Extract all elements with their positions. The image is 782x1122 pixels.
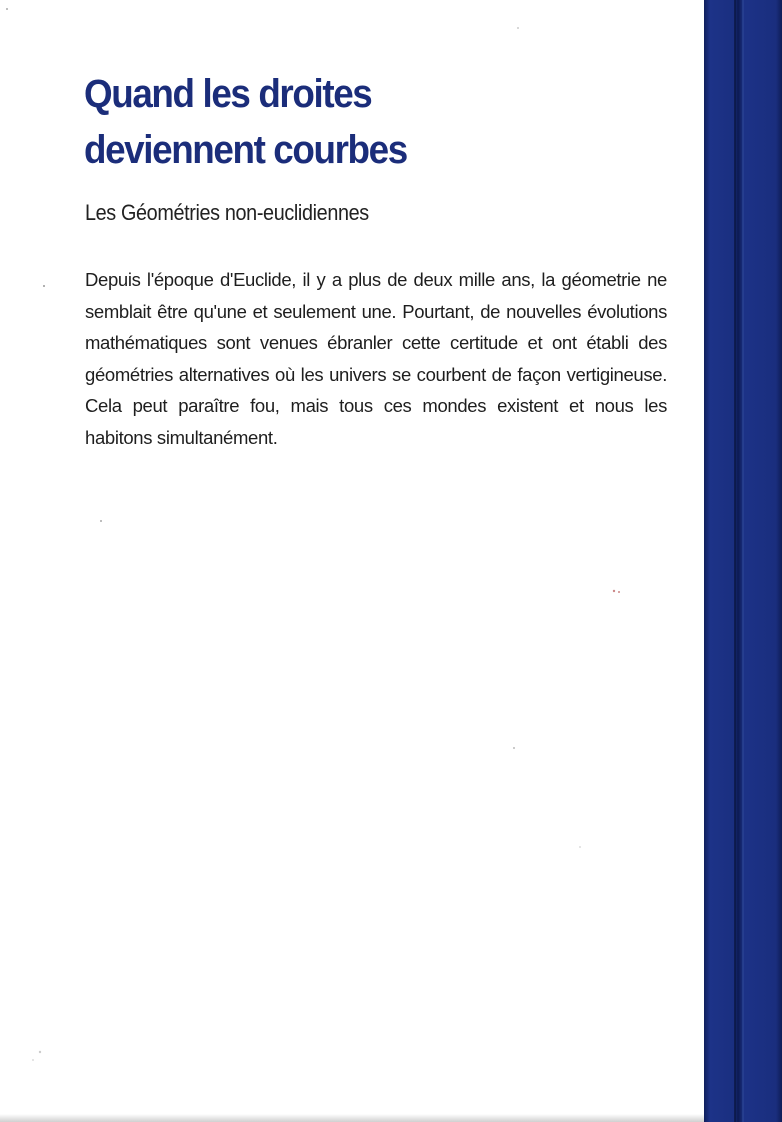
spine-groove	[734, 0, 736, 1122]
book-spine-edge	[704, 0, 782, 1122]
book-description: Depuis l'époque d'Euclide, il y a plus de deux mille ans, la géometrie ne semblait être qu'une et seulement une. Pourtant, de nouvelles évolutions mathématiques sont venues ébranler cette certitude et ont établi des géométries alternatives où les univers se courbent de façon vertigineuse. Cela peut paraître fou, mais tous ces mondes existent et nous les habitons simultanément.	[85, 269, 667, 448]
page-bottom-edge	[0, 1114, 706, 1122]
spine-highlight	[742, 0, 744, 1122]
book-title-line-1: Quand les droites	[84, 72, 372, 116]
book-title-line-2: deviennent courbes	[84, 128, 407, 172]
book-title	[84, 66, 562, 178]
book-subtitle: Les Géométries non-euclidiennes	[85, 200, 369, 225]
